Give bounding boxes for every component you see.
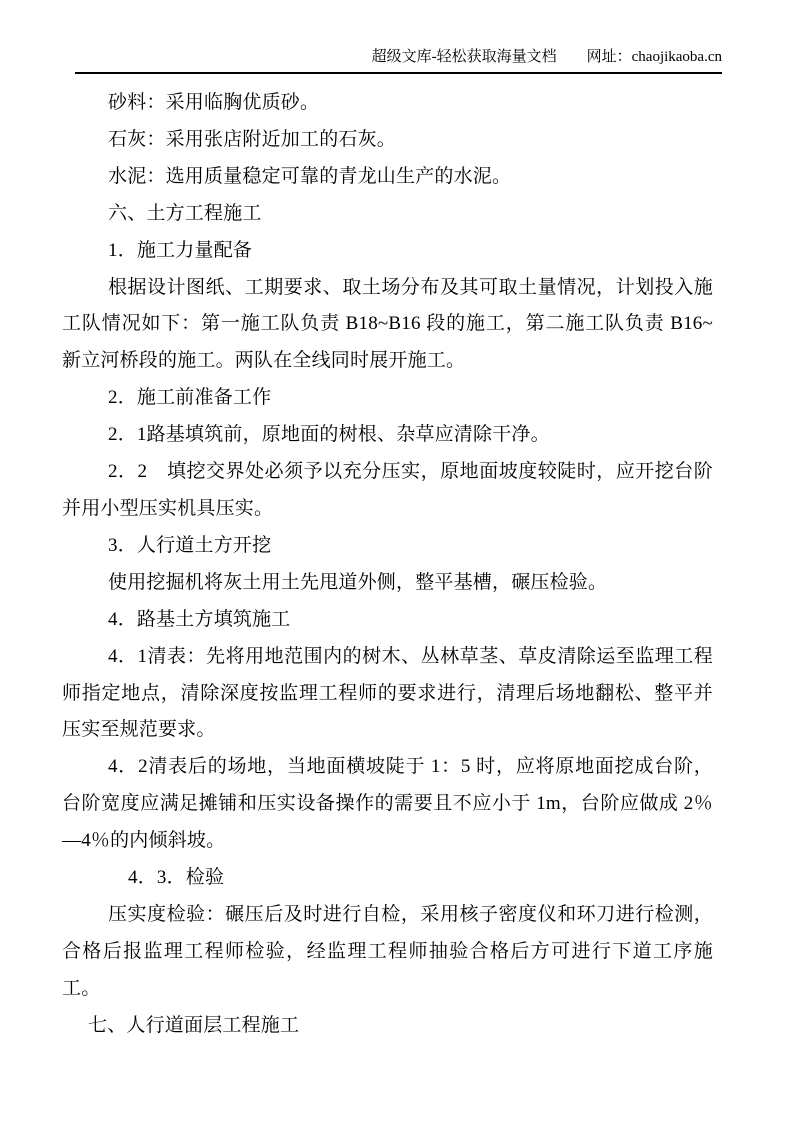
page-header [75,47,722,68]
paragraph-compaction-test: 压实度检验：碾压后及时进行自检，采用核子密度仪和环刀进行检测，合格后报监理工程师检验，经监理工程师抽验合格后方可进行下道工序施工。 [62,903,713,999]
header-site-label: 超级文库-轻松获取海量文档 [371,49,557,65]
paragraph-excavator: 使用挖掘机将灰土用土先甩道外侧，整平基槽，碾压检验。 [108,571,608,593]
paragraph-construction-teams: 根据设计图纸、工期要求、取土场分布及其可取土量情况，计划投入施工队情况如下：第一施工队负责 B18~B16 段的施工，第二施工队负责 B16~新立河桥段的施工。两队在全线同时展开施工。 [62,276,713,372]
header-divider [75,72,722,74]
heading-1-construction-force: 1．施工力量配备 [108,239,253,261]
document-body [62,85,713,1045]
header-site-url: 网址：chaojikaoba.cn [586,49,722,65]
paragraph-4-1-surface-clearing: 4．1清表：先将用地范围内的树木、丛林草茎、草皮清除运至监理工程师指定地点，清除深度按监理工程师的要求进行，清理后场地翻松、整平并压实至规范要求。 [62,645,713,741]
heading-4-3-inspection: 4．3．检验 [128,867,225,889]
heading-section-six: 六、土方工程施工 [108,202,262,224]
heading-section-seven: 七、人行道面层工程施工 [88,1014,300,1036]
paragraph-2-1-clearing: 2．1路基填筑前，原地面的树根、杂草应清除干净。 [108,424,550,446]
heading-2-preparation: 2．施工前准备工作 [108,387,272,409]
paragraph-sand: 砂料：采用临胸优质砂。 [108,92,320,113]
heading-3-sidewalk-excavation: 3．人行道土方开挖 [108,534,272,556]
paragraph-2-2-compaction: 2．2 填挖交界处必须予以充分压实，原地面坡度较陡时，应开挖台阶并用小型压实机具压实。 [62,461,713,519]
paragraph-4-2-steps: 4．2清表后的场地，当地面横坡陡于 1：5 时，应将原地面挖成台阶，台阶宽度应满足摊铺和压实设备操作的需要且不应小于 1m，台阶应做成 2％—4％的内倾斜坡。 [62,756,713,852]
paragraph-cement: 水泥：选用质量稳定可靠的青龙山生产的水泥。 [108,165,512,187]
heading-4-roadbed-filling: 4．路基土方填筑施工 [108,608,291,630]
paragraph-lime: 石灰：采用张店附近加工的石灰。 [108,128,397,150]
